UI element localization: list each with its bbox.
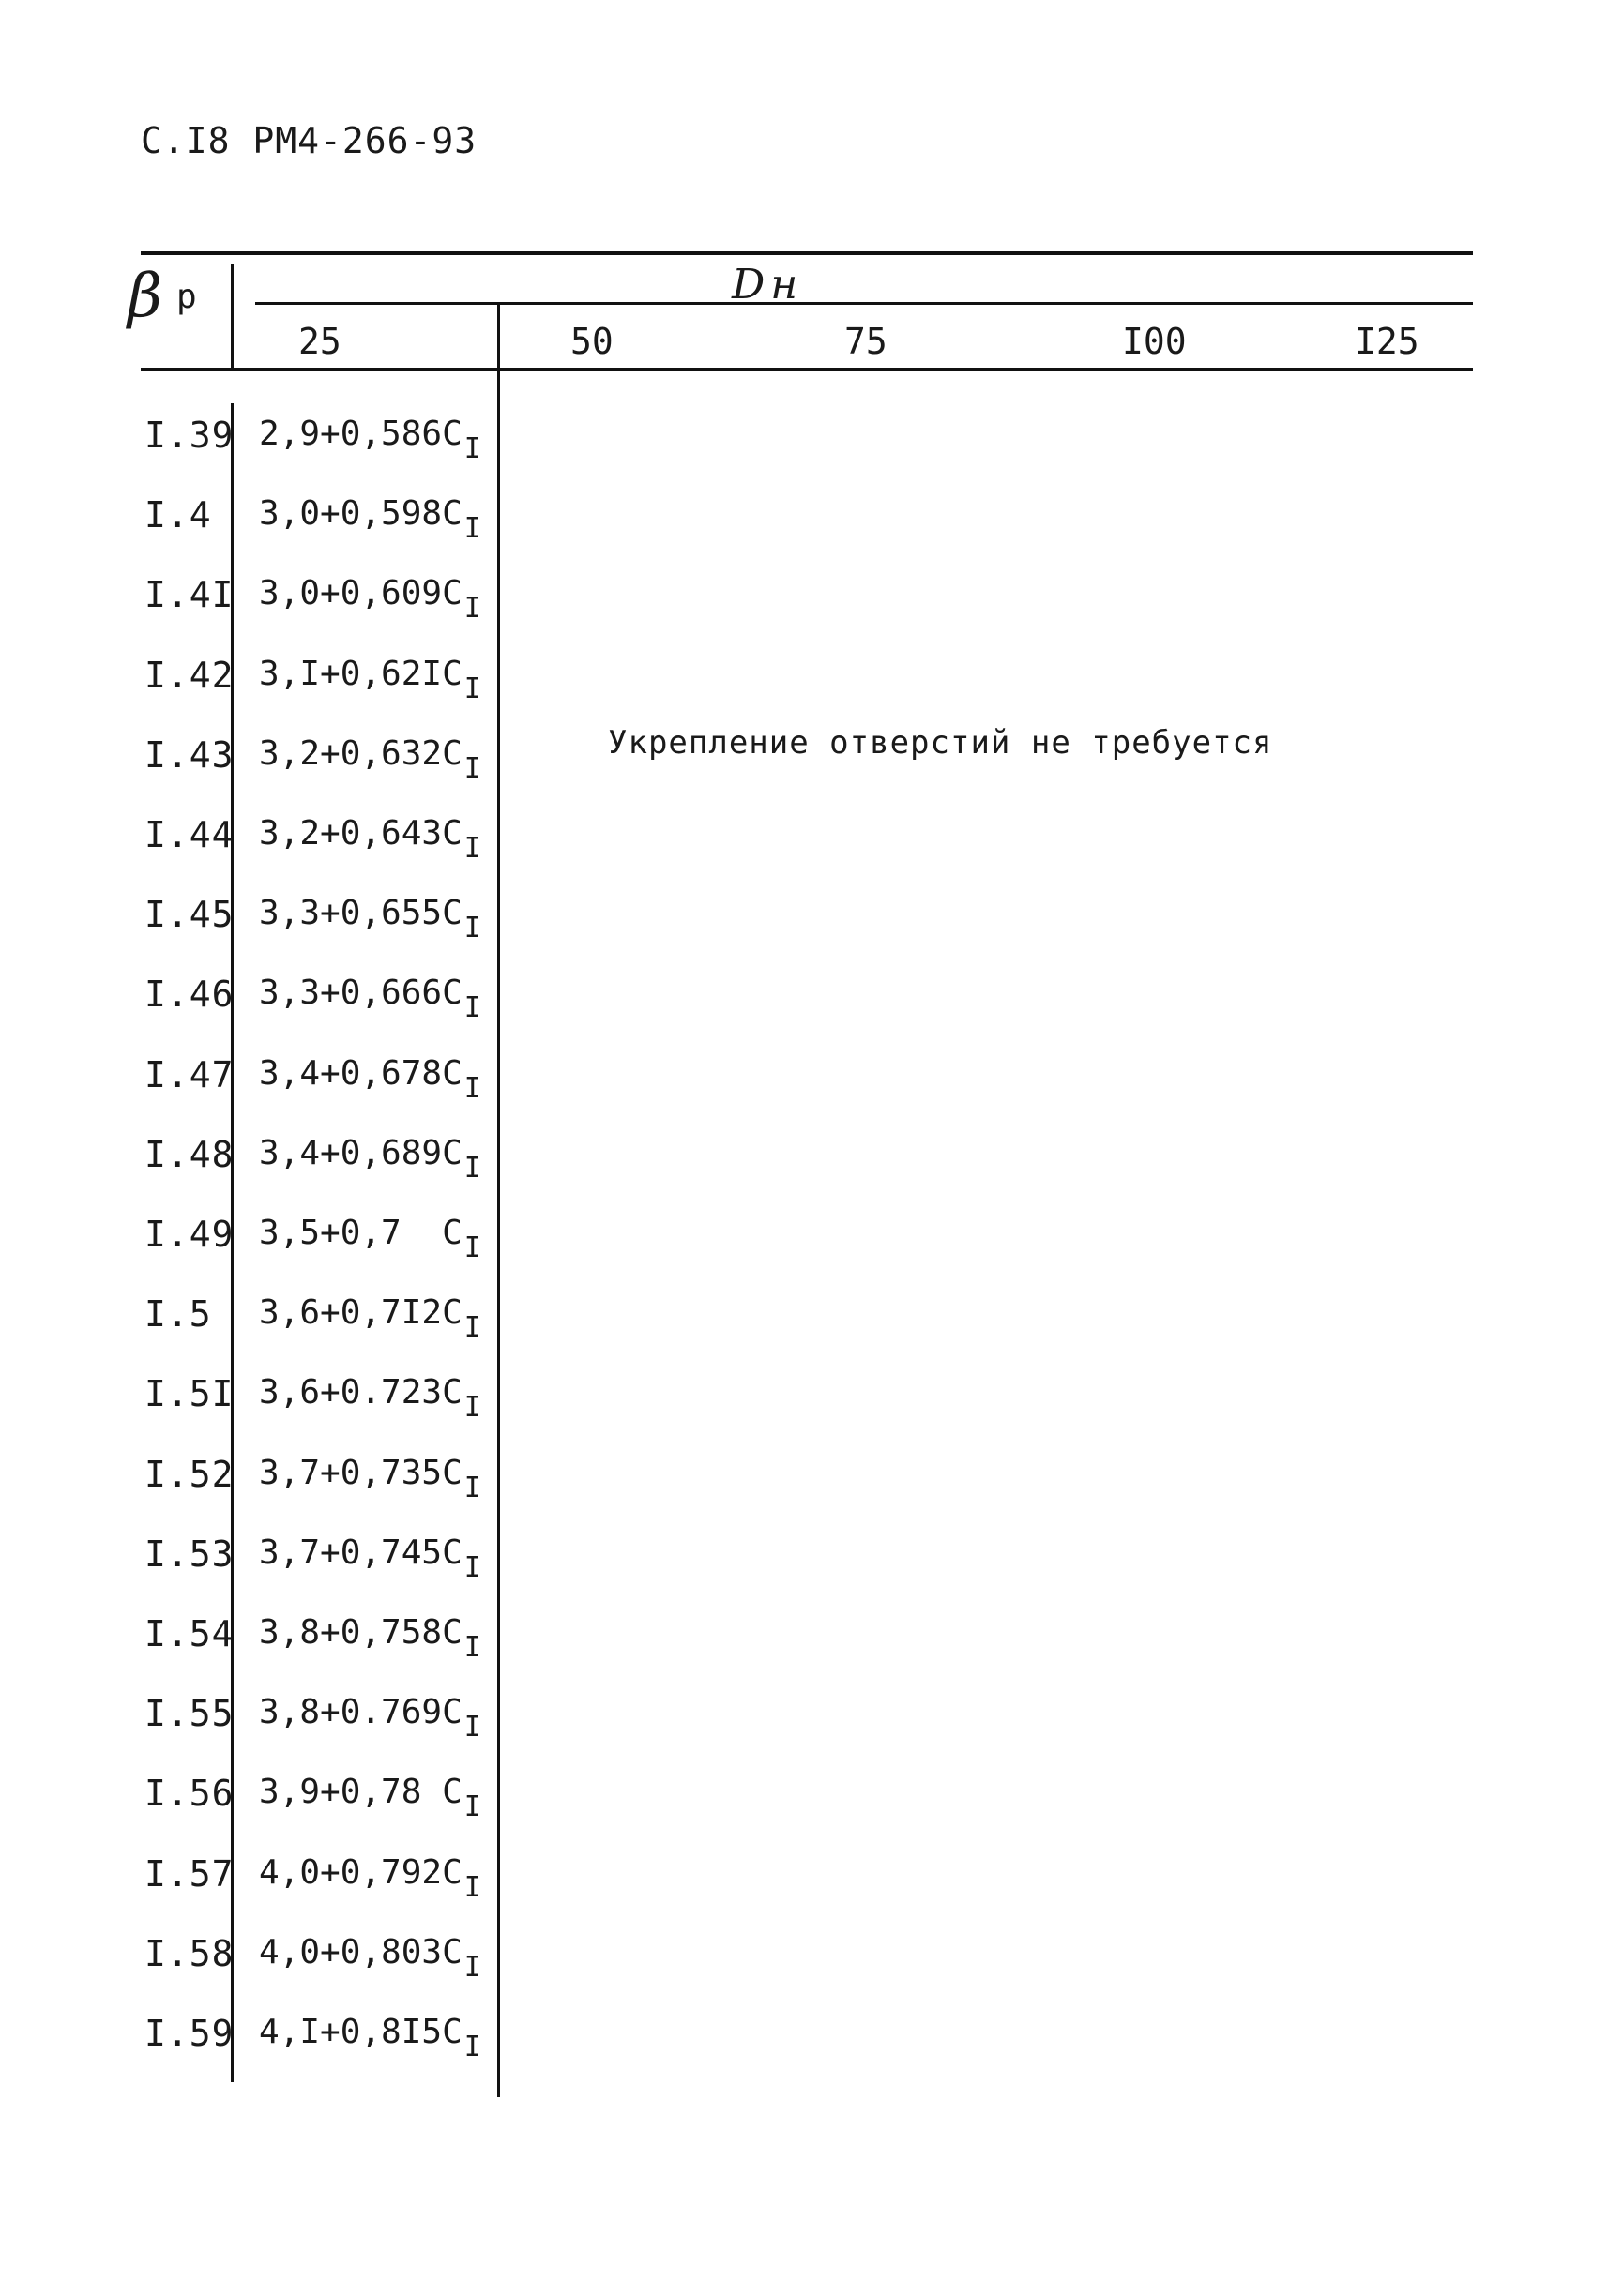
formula-cell bbox=[259, 2013, 481, 2063]
beta-symbol: β bbox=[128, 262, 162, 331]
formula-text: 3,8+0.769С bbox=[259, 1693, 463, 1732]
formula-subscript: I bbox=[463, 1631, 481, 1664]
table-row bbox=[0, 1522, 1608, 1603]
formula-cell bbox=[259, 1613, 481, 1664]
formula-text: 3,6+0.723С bbox=[259, 1373, 463, 1412]
formula-subscript: I bbox=[463, 1071, 481, 1105]
formula-cell bbox=[259, 494, 481, 545]
formula-text: 4,I+0,8I5С bbox=[259, 2013, 463, 2051]
formula-subscript: I bbox=[463, 2031, 481, 2063]
beta-value: I.5I bbox=[144, 1373, 235, 1415]
no-reinforcement-note: Укрепление отверстий не требуется bbox=[608, 724, 1273, 762]
dn-label: Dн bbox=[732, 261, 804, 309]
table-row bbox=[0, 1922, 1608, 2002]
formula-subscript: I bbox=[463, 912, 481, 945]
column-header-25: 25 bbox=[298, 321, 341, 362]
column-header-125: I25 bbox=[1355, 321, 1419, 362]
beta-value: I.45 bbox=[144, 894, 235, 936]
formula-text: 3,0+0,609С bbox=[259, 574, 463, 613]
beta-value: I.42 bbox=[144, 654, 235, 696]
table-row bbox=[0, 1682, 1608, 1762]
header-bottom-rule bbox=[141, 368, 1473, 371]
formula-cell bbox=[259, 734, 481, 785]
formula-cell bbox=[259, 1533, 481, 1584]
column-header-75: 75 bbox=[844, 321, 887, 362]
column-header-50: 50 bbox=[570, 321, 614, 362]
formula-subscript: I bbox=[463, 512, 481, 546]
table-row bbox=[0, 403, 1608, 484]
formula-cell bbox=[259, 1054, 481, 1105]
formula-text: 3,3+0,666С bbox=[259, 974, 463, 1013]
beta-value: I.44 bbox=[144, 814, 235, 855]
beta-value: I.52 bbox=[144, 1453, 235, 1495]
table-row bbox=[0, 1362, 1608, 1443]
beta-value: I.47 bbox=[144, 1053, 235, 1095]
formula-text: 3,9+0,78 С bbox=[259, 1773, 463, 1812]
beta-value: I.58 bbox=[144, 1932, 235, 1974]
beta-value: I.57 bbox=[144, 1852, 235, 1895]
formula-subscript: I bbox=[463, 1790, 481, 1824]
beta-value: I.4I bbox=[144, 574, 235, 616]
formula-cell bbox=[259, 1293, 481, 1344]
table-row bbox=[0, 1202, 1608, 1283]
formula-cell bbox=[259, 655, 481, 705]
beta-value: I.46 bbox=[144, 974, 235, 1016]
formula-text: 3,5+0,7 С bbox=[259, 1214, 463, 1252]
formula-text: 3,2+0,643С bbox=[259, 814, 463, 853]
table-top-rule bbox=[141, 251, 1473, 255]
formula-subscript: I bbox=[463, 1231, 481, 1264]
formula-text: 2,9+0,586С bbox=[259, 415, 463, 453]
beta-value: I.56 bbox=[144, 1773, 235, 1815]
formula-text: 3,7+0,735С bbox=[259, 1453, 463, 1492]
beta-column-divider bbox=[231, 264, 234, 370]
formula-subscript: I bbox=[463, 1550, 481, 1584]
formula-subscript: I bbox=[463, 1950, 481, 1984]
formula-subscript: I bbox=[463, 592, 481, 626]
dn-underline-rule bbox=[255, 302, 1473, 305]
formula-text: 3,4+0,678С bbox=[259, 1053, 463, 1093]
formula-subscript: I bbox=[463, 1711, 481, 1745]
formula-text: 3,7+0,745С bbox=[259, 1533, 463, 1572]
table-row bbox=[0, 1602, 1608, 1683]
formula-text: 3,8+0,758С bbox=[259, 1613, 463, 1652]
beta-value: I.5 bbox=[144, 1293, 212, 1336]
beta-value: I.4 bbox=[144, 494, 212, 536]
formula-text: 3,6+0,7I2С bbox=[259, 1293, 463, 1333]
formula-cell bbox=[259, 814, 481, 865]
table-row bbox=[0, 1043, 1608, 1124]
formula-cell bbox=[259, 894, 481, 944]
formula-cell bbox=[259, 1853, 481, 1904]
formula-subscript: I bbox=[463, 432, 481, 465]
table-row bbox=[0, 1443, 1608, 1523]
table-row bbox=[0, 643, 1608, 724]
table-row bbox=[0, 883, 1608, 963]
formula-cell bbox=[259, 1454, 481, 1504]
formula-text: 4,0+0,803С bbox=[259, 1932, 463, 1971]
formula-subscript: I bbox=[463, 1151, 481, 1185]
formula-cell bbox=[259, 415, 481, 465]
formula-cell bbox=[259, 1933, 481, 1984]
formula-text: 3,0+0,598С bbox=[259, 494, 463, 534]
table-row bbox=[0, 1842, 1608, 1923]
beta-value: I.55 bbox=[144, 1693, 235, 1735]
table-row bbox=[0, 803, 1608, 884]
formula-text: 4,0+0,792С bbox=[259, 1852, 463, 1892]
table-row bbox=[0, 962, 1608, 1043]
table-row bbox=[0, 1761, 1608, 1842]
formula-text: 3,2+0,632С bbox=[259, 733, 463, 773]
beta-subscript: р bbox=[176, 278, 197, 316]
table-row bbox=[0, 563, 1608, 643]
beta-value: I.43 bbox=[144, 733, 235, 776]
beta-value: I.49 bbox=[144, 1214, 235, 1255]
formula-subscript: I bbox=[463, 991, 481, 1025]
formula-cell bbox=[259, 1773, 481, 1823]
formula-cell bbox=[259, 974, 481, 1024]
formula-text: 3,I+0,62IС bbox=[259, 654, 463, 693]
column-header-100: I00 bbox=[1122, 321, 1187, 362]
formula-subscript: I bbox=[463, 1870, 481, 1904]
table-row bbox=[0, 2001, 1608, 2082]
formula-subscript: I bbox=[463, 1471, 481, 1504]
beta-value: I.48 bbox=[144, 1133, 235, 1175]
table-row bbox=[0, 1282, 1608, 1363]
formula-cell bbox=[259, 1693, 481, 1744]
formula-cell bbox=[259, 1134, 481, 1185]
formula-subscript: I bbox=[463, 1311, 481, 1345]
formula-subscript: I bbox=[463, 832, 481, 865]
formula-cell bbox=[259, 574, 481, 625]
table-row bbox=[0, 1123, 1608, 1203]
beta-value: I.39 bbox=[144, 415, 235, 456]
formula-cell bbox=[259, 1214, 481, 1264]
formula-subscript: I bbox=[463, 751, 481, 785]
beta-value: I.59 bbox=[144, 2013, 235, 2054]
beta-value: I.53 bbox=[144, 1533, 235, 1575]
page-header: С.I8 РМ4-266-93 bbox=[141, 120, 478, 161]
formula-subscript: I bbox=[463, 1391, 481, 1425]
formula-text: 3,3+0,655С bbox=[259, 894, 463, 933]
formula-cell bbox=[259, 1373, 481, 1424]
formula-text: 3,4+0,689С bbox=[259, 1133, 463, 1172]
beta-value: I.54 bbox=[144, 1613, 235, 1654]
formula-subscript: I bbox=[463, 672, 481, 705]
table-row bbox=[0, 483, 1608, 564]
